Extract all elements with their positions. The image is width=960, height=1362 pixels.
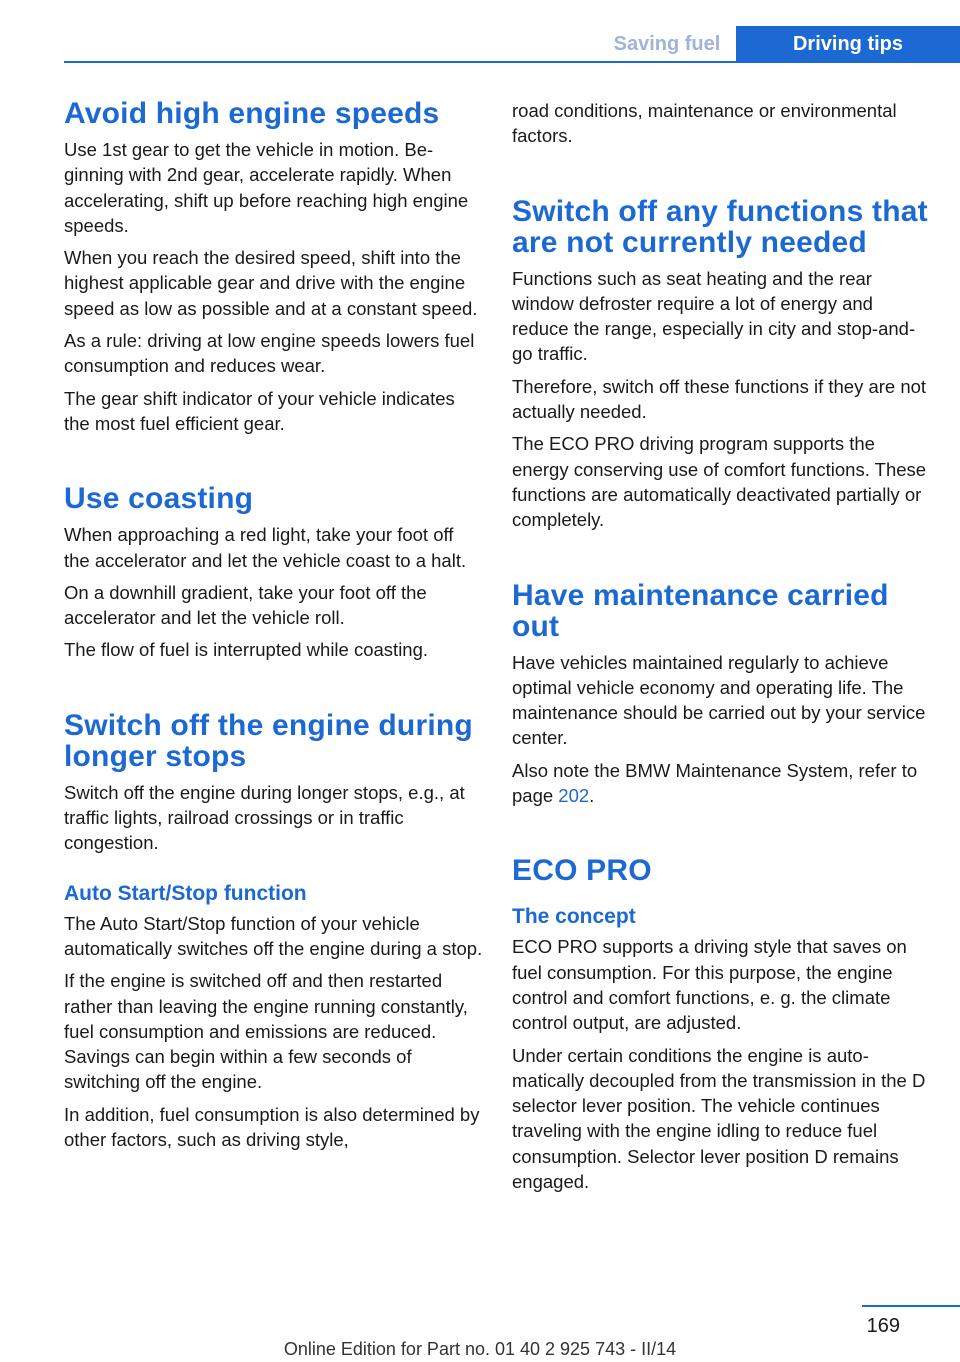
edition-note: Online Edition for Part no. 01 40 2 925 743 - II/14 (283, 1339, 677, 1359)
right-column (512, 98, 932, 1201)
paragraph: The ECO PRO driving program supports the energy conserving use of comfort functions. These functions are automatically deactivated partially or completely. (512, 433, 927, 531)
paragraph: The flow of fuel is interrupted while coasting. (64, 639, 429, 661)
header-tab-driving-tips[interactable]: Driving tips (736, 26, 960, 62)
footer-divider (862, 1305, 960, 1307)
paragraph: As a rule: driving at low engine speeds lowers fuel consumption and reduces wear. (64, 330, 475, 377)
paragraph: If the engine is switched off and then restarted rather than leaving the engine running constantly, fuel consumption and emissions are reduced. Savings can begin within a few seconds of switching off the engine. (64, 970, 468, 1093)
subheading-auto-start-stop: Auto Start/Stop function (64, 881, 307, 905)
paragraph: Functions such as seat heating and the rear window defroster require a lot of energy and reduce the range, especially in city and stop-and-go traffic. (512, 267, 916, 365)
heading-eco-pro: ECO PRO (512, 854, 652, 888)
heading-switch-off-functions: Switch off any functions that are not currently needed (512, 194, 928, 259)
paragraph: Under certain conditions the engine is automatically decoupled from the transmission in the D selector lever position. The vehicle continues traveling with the engine idling to reduce fuel consumption. Selector lever position D remains engaged. (512, 1044, 926, 1193)
heading-maintenance: Have maintenance carried out (512, 578, 889, 643)
left-column (64, 98, 484, 1159)
subheading-the-concept: The concept (512, 905, 636, 929)
paragraph: When approaching a red light, take your foot off the accelerator and let the vehicle coast to a halt. (64, 524, 467, 571)
paragraph (512, 758, 932, 809)
paragraph: Switch off the engine during longer stops, e.g., at traffic lights, railroad crossings or in traffic congestion. (64, 781, 465, 854)
heading-use-coasting: Use coasting (64, 482, 254, 516)
paragraph: Use 1st gear to get the vehicle in motion. Beginning with 2nd gear, accelerate rapidly. When accelerating, shift up before reaching high engine speeds. (64, 139, 469, 236)
paragraph: The Auto Start/Stop function of your vehicle automatically switches off the engine during a stop. (64, 912, 483, 959)
paragraph: Have vehicles maintained regularly to achieve optimal vehicle economy and operating life. The maintenance should be carried out by your service center. (512, 651, 926, 749)
paragraph: On a downhill gradient, take your foot off the accelerator and let the vehicle roll. (64, 581, 427, 629)
paragraph-continued: road conditions, maintenance or environmental factors. (512, 100, 897, 147)
paragraph: Therefore, switch off these functions if they are not actually needed. (512, 375, 927, 423)
header-divider (64, 61, 960, 63)
page-link-202[interactable]: 202 (558, 785, 590, 807)
header-tab-saving-fuel[interactable]: Saving fuel (613, 32, 721, 55)
paragraph: In addition, fuel consumption is also determined by other factors, such as driving style, (64, 1103, 480, 1151)
heading-avoid-high-engine-speeds: Avoid high engine speeds (64, 97, 440, 130)
paragraph: ECO PRO supports a driving style that saves on fuel consumption. For this purpose, the engine control and comfort functions, e. g. the climate control output, are adjusted. (512, 936, 907, 1034)
paragraph: The gear shift indicator of your vehicle indicates the most fuel efficient gear. (64, 387, 455, 434)
page-number: 169 (866, 1315, 900, 1337)
paragraph-text: . (589, 785, 595, 807)
heading-switch-off-engine: Switch off the engine during longer stops (64, 708, 473, 773)
paragraph-text: Also note the BMW Maintenance System, refer to page (512, 759, 918, 807)
paragraph: When you reach the desired speed, shift into the highest applicable gear and drive with the engine speed as low as possible and at a constant speed. (64, 247, 478, 319)
